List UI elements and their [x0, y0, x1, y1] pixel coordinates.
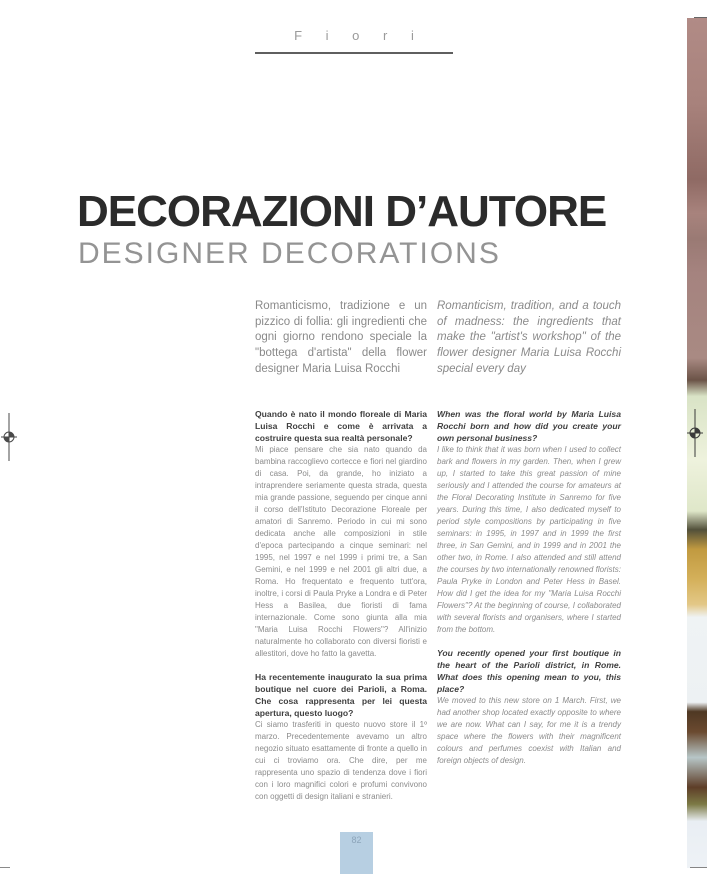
qa-block-english-2 [437, 647, 621, 767]
column-italian [255, 299, 427, 803]
intro-english: Romanticism, tradition, and a touch of madness: the ingredients that make the "artist's workshop" of the flower designer Maria Luisa Rocchi special every day [437, 300, 621, 375]
question-english-1: When was the floral world by Maria Luisa Rocchi born and how did you create your own personal business? [437, 409, 621, 443]
question-english-2: You recently opened your first boutique in the heart of the Parioli district, in Rome. What does this opening mean to you, this place? [437, 648, 621, 694]
question-italian-1: Quando è nato il mondo floreale di Maria Luisa Rocchi e come è arrivata a costruire questa sua realtà personale? [255, 409, 427, 443]
qa-block-italian-2 [255, 671, 427, 803]
section-header-label: F i o r i [294, 28, 424, 43]
page-number: 82 [351, 835, 362, 845]
intro-italian: Romanticismo, tradizione e un pizzico di follia: gli ingredienti che ogni giorno rendono speciale la "bottega d'artista" della flower designer Maria Luisa Rocchi [255, 300, 427, 375]
crop-tick-left [0, 867, 10, 868]
answer-italian-1: Mi piace pensare che sia nato quando da bambina raccoglievo cortecce e fiori nel giardino di casa. Poi, da grande, ho iniziato a intraprendere seriamente questa strada, questa mia grande passione, seguendo per cinque anni il corso dell'Istituto Decorazione Floreale per amatori di Sanremo. Periodo in cui mi sono dedicata anche alle composizioni in stile d'epoca partecipando a cinque seminari: nel 1995, nel 1997 e nel 1999 i primi tre, a San Gemini, e nel 1999 e nel 2001 gli altri due, a Roma. Ho frequentato e frequento tutt'ora, inoltre, i corsi di Paula Pryke a Londra e di Peter Hess a Basilea, due fioristi di fama internazionale. Come sono giunta alla mia "Maria Luisa Rocchi Flowers"? All'inizio naturalmente ho collaborato con diversi fioristi e allestitori, dove ho fatto la gavetta. [255, 445, 427, 658]
answer-english-1: I like to think that it was born when I used to collect bark and flowers in my garden. Then, when I grew up, I started to take this great passion of mine seriously and I attended the course for amateurs at the Floral Decorating Institute in Sanremo for five years. During this time, I also dedicated myself to period style compositions by participating in five seminars: in 1995, in 1997 and in 1999 the first three, in San Gemini, and in 1999 and in 2001 the other two, in Rome. I also attended and still attend the courses by two internationally renowned florists: Paula Pryke in London and Peter Hess in Basel. How did I get the idea for my "Maria Luisa Rocchi Flowers"? At the beginning of course, I collaborated with several florists and organisers, where I started from the bottom. [437, 445, 621, 634]
article-title: DECORAZIONI D’AUTORE [77, 187, 607, 236]
answer-italian-2: Ci siamo trasferiti in questo nuovo store il 1º marzo. Precedentemente avevamo un altro negozio situato esattamente di fronte a quello in cui ci troviamo ora. Che dire, per me rappresenta uno spazio di tendenza dove i fiori con i loro magnifici colori e profumi convivono con oggetti di design italiani e stranieri. [255, 720, 427, 801]
qa-block-english-1 [437, 408, 621, 636]
crop-tick-bottom [690, 867, 707, 868]
registration-mark-icon [687, 409, 703, 457]
header-rule [255, 52, 453, 54]
article-subtitle: DESIGNER DECORATIONS [78, 237, 501, 270]
answer-english-2: We moved to this new store on 1 March. First, we had another shop located exactly opposite to where we are now. What can I say, for me it is a trendy space where the flowers with their magnificent colours and perfumes coexist with Italian and foreign objects of design. [437, 696, 621, 765]
column-english [437, 299, 621, 767]
registration-mark-icon [1, 413, 17, 461]
question-italian-2: Ha recentemente inaugurato la sua prima boutique nel cuore dei Parioli, a Roma. Che cosa rappresenta per lei questa apertura, questo luogo? [255, 672, 427, 718]
page-number-box [340, 832, 373, 874]
qa-block-italian-1 [255, 408, 427, 660]
crop-tick-top [694, 17, 707, 18]
